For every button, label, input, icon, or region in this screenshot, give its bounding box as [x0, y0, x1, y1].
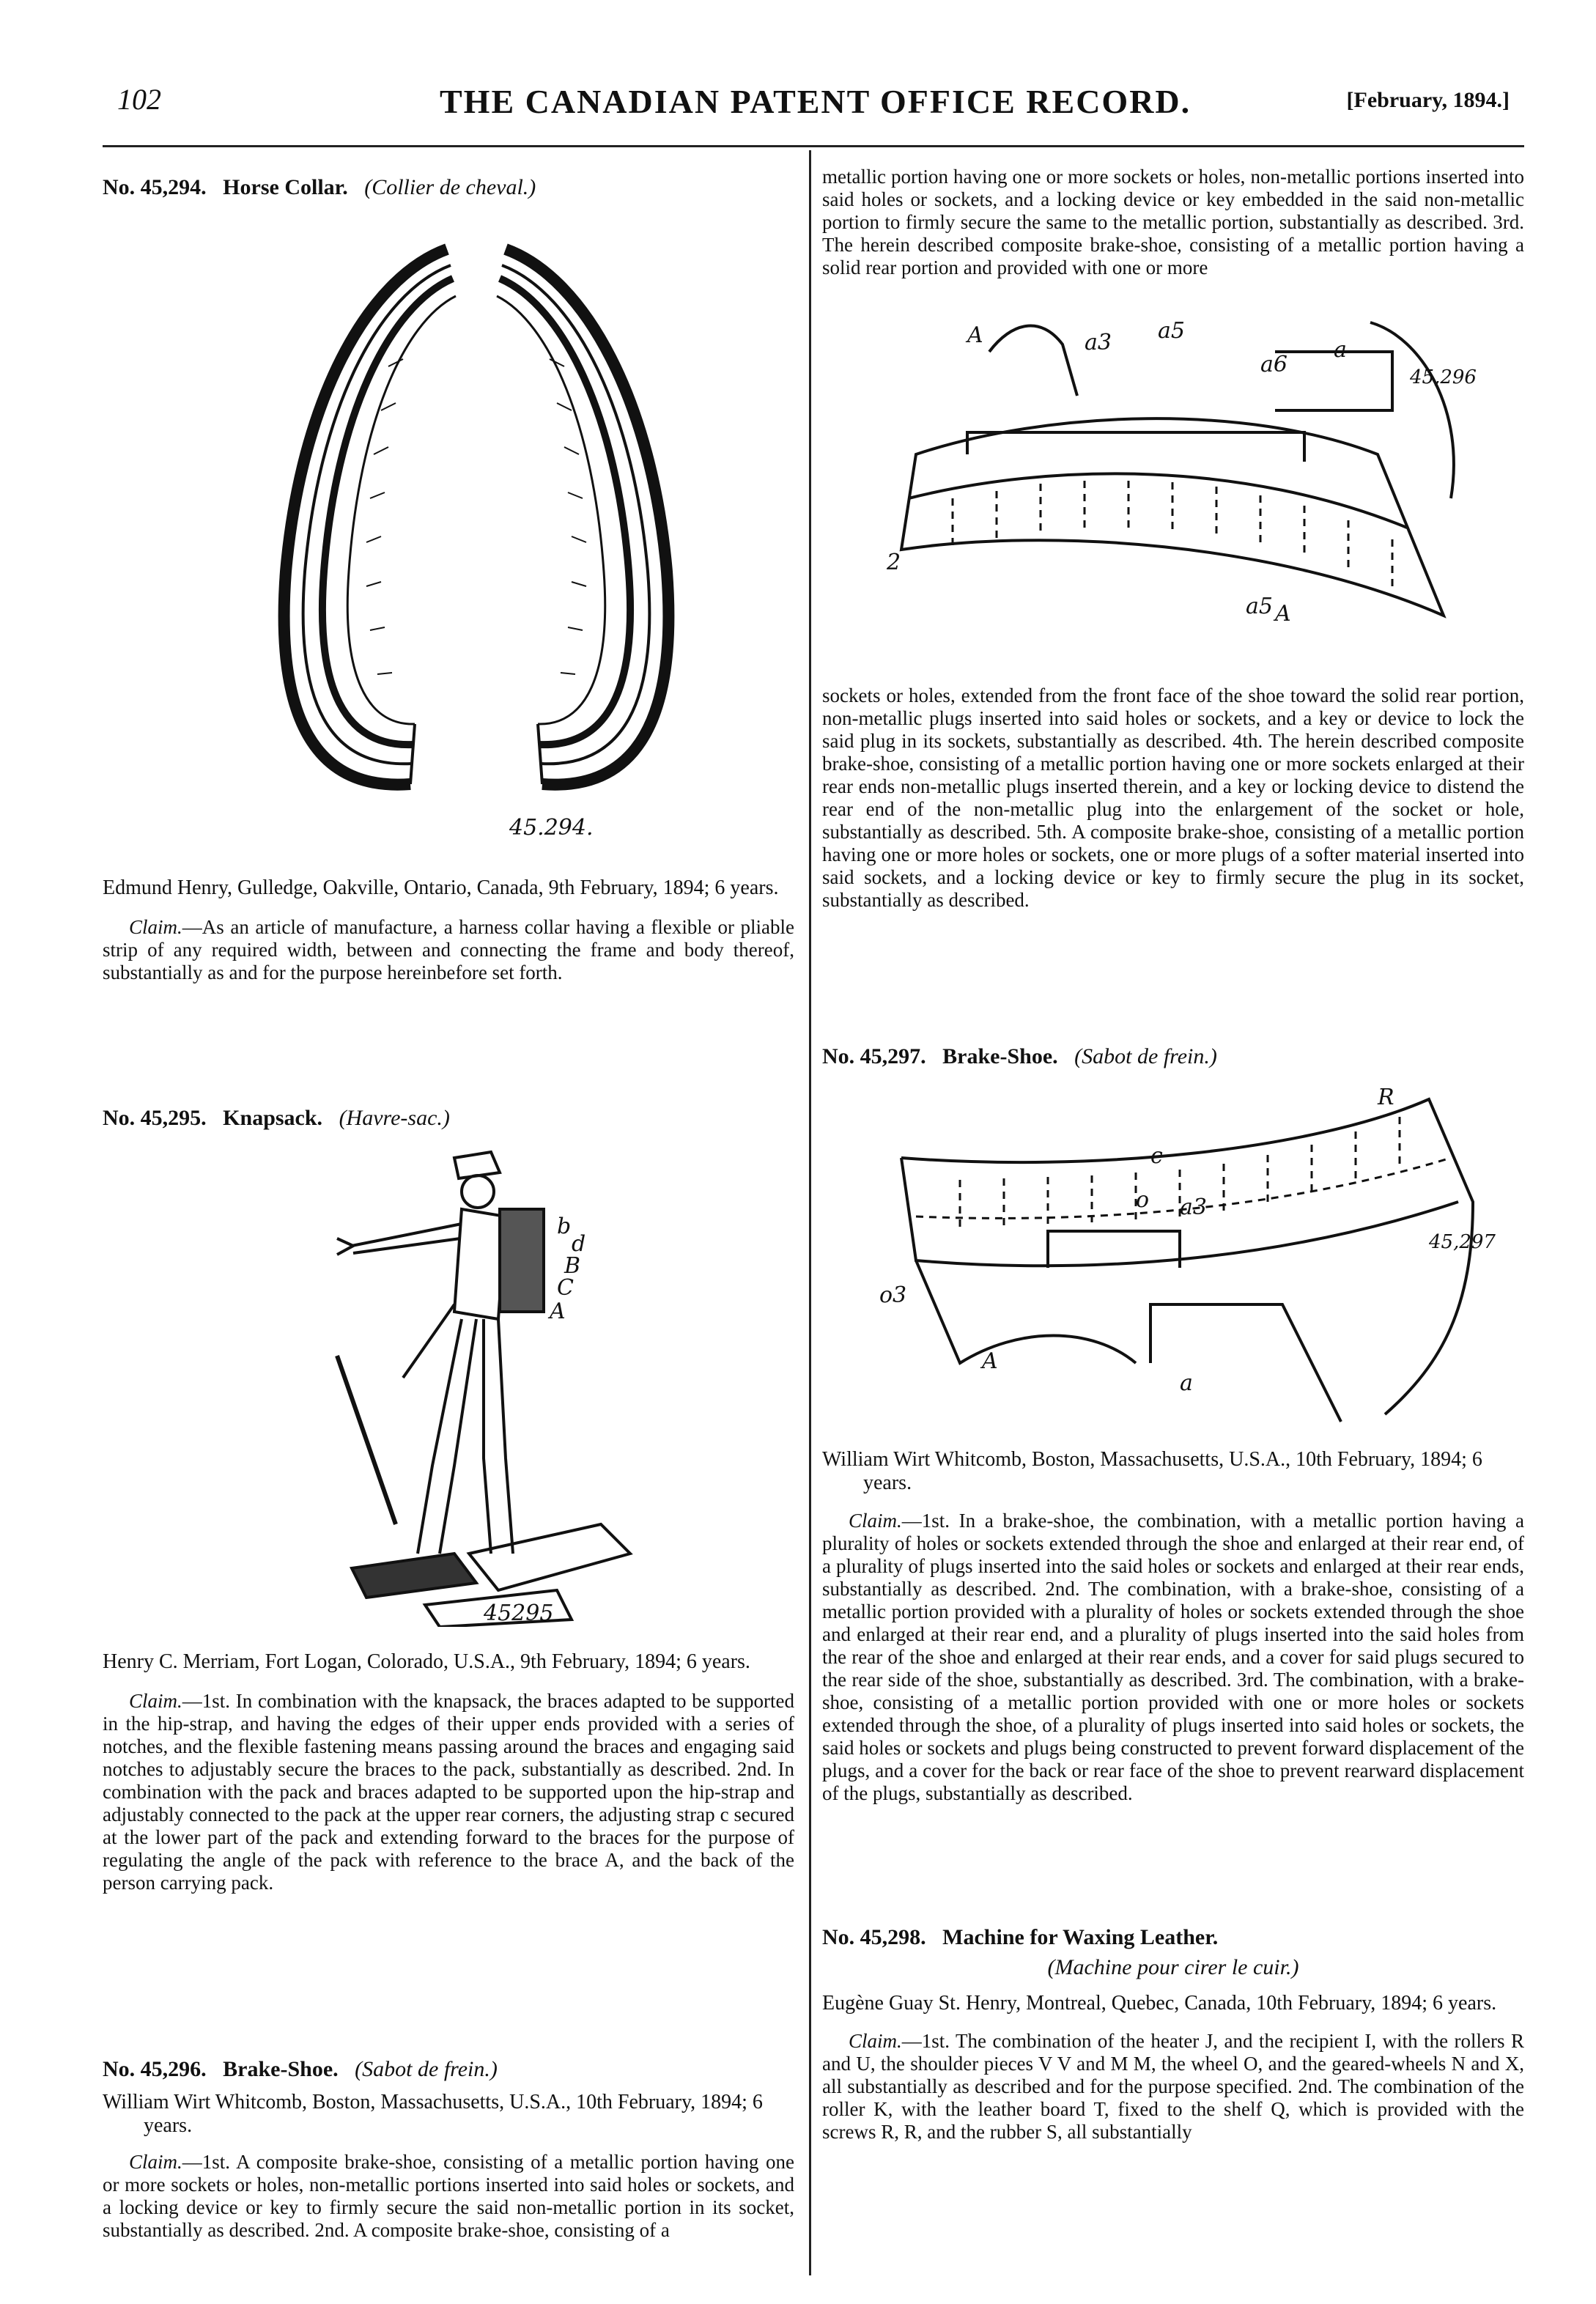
figure-letter-A: A: [550, 1299, 566, 1324]
figure-letter-a3: a3: [1180, 1195, 1207, 1220]
figure-letter-o3: o3: [879, 1282, 907, 1308]
patent-number: No. 45,294.: [103, 175, 207, 199]
claim-text-continued: sockets or holes, extended from the front face of the shoe toward the solid rear portion, non-metallic plugs inserted into said holes or sockets, and a key or device to lock the said plug in its sockets, substantially as described. 4th. The herein described composite brake-shoe, consisting of a metallic portion having one or more sockets enlarged at their rear ends non-metallic plugs inserted therein, and a key or locking device to distend the rear end of the non-metallic plug into the enlargement of the socket or hole, substantially as described. 5th. A composite brake-shoe, consisting of a metallic portion having one or more holes or sockets, one or more plugs of a softer material inserted into said sockets, and a locking device or key to firmly secure the plug in its socket, substantially as described.: [822, 684, 1524, 911]
patent-title: Machine for Waxing Leather.: [942, 1925, 1219, 1949]
patent-claim: [103, 2151, 794, 2242]
patent-title: Brake-Shoe.: [942, 1044, 1058, 1068]
figure-number-label: 45,296: [1410, 366, 1477, 388]
figure-letter-A: A: [967, 322, 983, 348]
figure-letter-a3: a3: [1085, 330, 1112, 355]
claim-label: Claim.: [129, 916, 182, 938]
horse-collar-figure: [256, 220, 696, 857]
patent-45297-body: [822, 1448, 1524, 1805]
figure-letter-A-lower: A: [1275, 601, 1291, 627]
patent-45295-heading: [103, 1107, 794, 1129]
patent-french-title: (Collier de cheval.): [364, 175, 536, 199]
patent-french-title: (Sabot de frein.): [355, 2057, 498, 2081]
patent-claim: [822, 2030, 1524, 2144]
claim-label: Claim.: [129, 1690, 182, 1712]
figure-letter-A: A: [982, 1348, 998, 1374]
patent-45294-heading: [103, 176, 794, 199]
figure-letter-b: b: [557, 1214, 572, 1239]
figure-letter-B: B: [564, 1253, 581, 1279]
patent-inventor: William Wirt Whitcomb, Boston, Massachusetts, U.S.A., 10th February, 1894; 6 years.: [103, 2091, 763, 2137]
figure-number-label: 45295: [484, 1600, 554, 1626]
figure-letter-a: a: [1180, 1370, 1193, 1396]
knapsack-figure: [308, 1143, 689, 1627]
figure-letter-c: c: [1150, 1143, 1163, 1169]
claim-label: Claim.: [849, 2030, 902, 2052]
patent-45294-body: [103, 876, 794, 984]
issue-date: [February, 1894.]: [1346, 88, 1510, 112]
patent-inventor: Eugène Guay St. Henry, Montreal, Quebec, Canada, 10th February, 1894; 6 years.: [822, 1992, 1497, 2015]
figure-letter-a: a: [1334, 337, 1347, 363]
patent-claim: [822, 1510, 1524, 1805]
claim-label: Claim.: [129, 2151, 182, 2173]
patent-number: No. 45,297.: [822, 1044, 926, 1068]
figure-letter-a5: a5: [1158, 318, 1185, 344]
claim-text: —As an article of manufacture, a harness collar having a flexible or pliable strip of any required width, between and connecting the frame and body thereof, substantially as and for the purpose hereinbefore set forth.: [103, 916, 794, 983]
patent-45298-section: [822, 1926, 1524, 2144]
claim-text-continued: metallic portion having one or more sockets or holes, non-metallic portions inserted into said holes or sockets, and a locking device or key embedded in the said non-metallic portion to firmly secure the same to the metallic portion, substantially as described. 3rd. The herein described composite brake-shoe, consisting of a metallic portion having a solid rear portion and provided with one or more: [822, 166, 1524, 278]
patent-title: Knapsack.: [223, 1106, 323, 1130]
column-divider: [809, 150, 811, 2275]
figure-letter-d: d: [572, 1231, 586, 1257]
figure-letter-C: C: [557, 1275, 574, 1301]
figure-letter-a5-lower: a5: [1246, 594, 1273, 619]
brake-shoe-45297-figure: [872, 1085, 1502, 1429]
patent-french-title: (Havre-sac.): [339, 1106, 450, 1130]
brake-shoe-45296-figure: [865, 308, 1495, 660]
patent-claim: [103, 1690, 794, 1894]
claim-text: —1st. A composite brake-shoe, consisting of a metallic portion having one or more sockets or holes, non-metallic portions inserted into said holes or sockets, and a locking device or key to firmly secure the said non-metallic portion in its socket, substantially as described. 2nd. A composite brake-shoe, consisting of a: [103, 2151, 794, 2241]
claim-text: —1st. In a brake-shoe, the combination, with a metallic portion having a plurality of holes or sockets extended through the shoe and enlarged at their rear end, of a plurality of plugs inserted into the said holes or sockets and enlarged at their rear ends, substantially as described. 2nd. The combination, with a brake-shoe, consisting of a metallic portion provided with a plurality of holes or sockets extended through the shoe and enlarged at their rear end, and a plurality of plugs inserted into the said holes from the rear of the shoe and enlarged at their rear ends, and a cover for said plugs secured to the rear side of the shoe, substantially as described. 3rd. The combination, with a brake-shoe, consisting of a metallic portion provided with one or more holes or sockets extended through the shoe, of a plurality of plugs inserted into said holes or sockets, the said holes or sockets and plugs being constructed to prevent forward displacement of the plugs, and a cover for the back or rear face of the shoe to prevent rearward displacement of the plugs, substantially as described.: [822, 1510, 1524, 1804]
publication-title: THE CANADIAN PATENT OFFICE RECORD.: [440, 83, 1192, 120]
patent-45296-claim-continued: [822, 166, 1524, 279]
figure-letter-2: 2: [887, 550, 901, 575]
patent-number: No. 45,295.: [103, 1106, 207, 1130]
claim-text: —1st. In combination with the knapsack, the braces adapted to be supported in the hip-strap, and having the edges of their upper ends provided with a series of notches, and the flexible fastening means passing around the braces and engaging said notches to adjustably secure the braces to the pack, substantially as described. 2nd. In combination with the pack and braces adapted to be supported upon the hip-strap and adjustably connected to the pack at the upper rear corners, the adjusting strap c secured at the lower part of the pack and extending forward to the braces for the purpose of regulating the angle of the pack with reference to the brace A, and the back of the person carrying pack.: [103, 1690, 794, 1894]
patent-inventor: Henry C. Merriam, Fort Logan, Colorado, U.S.A., 9th February, 1894; 6 years.: [103, 1650, 750, 1673]
claim-label: Claim.: [849, 1510, 902, 1532]
patent-title: Horse Collar.: [223, 175, 348, 199]
patent-french-title: (Sabot de frein.): [1074, 1044, 1217, 1068]
patent-title: Brake-Shoe.: [223, 2057, 339, 2081]
patent-number: No. 45,296.: [103, 2057, 207, 2081]
page-header: [117, 82, 1510, 126]
patent-number: No. 45,298.: [822, 1925, 926, 1949]
figure-letter-a6: a6: [1260, 352, 1287, 377]
patent-45296-section: [103, 2058, 794, 2242]
patent-45295-body: [103, 1650, 794, 1894]
patent-45296-claim-continued-2: [822, 684, 1524, 912]
patent-inventor: Edmund Henry, Gulledge, Oakville, Ontario, Canada, 9th February, 1894; 6 years.: [103, 876, 779, 899]
figure-letter-R: R: [1378, 1085, 1394, 1110]
header-rule: [103, 145, 1524, 147]
figure-letter-o: o: [1136, 1187, 1150, 1213]
claim-text: —1st. The combination of the heater J, and the recipient I, with the rollers R and U, the shoulder pieces V V and M M, the wheel O, and the geared-wheels N and X, all substantially as described and for the purpose specified. 2nd. The combination of the roller K, with the leather board T, fixed to the shelf Q, which is provided with the screws R, R, and the rubber S, all substantially: [822, 2030, 1524, 2143]
figure-number-label: 45,297: [1429, 1231, 1496, 1253]
patent-french-title: (Machine pour cirer le cuir.): [1047, 1955, 1299, 1979]
patent-claim: [103, 916, 794, 984]
patent-45297-heading: [822, 1045, 1524, 1068]
figure-number-label: 45.294.: [509, 815, 594, 841]
patent-inventor: William Wirt Whitcomb, Boston, Massachusetts, U.S.A., 10th February, 1894; 6 years.: [822, 1448, 1482, 1494]
page-number: 102: [117, 83, 161, 116]
